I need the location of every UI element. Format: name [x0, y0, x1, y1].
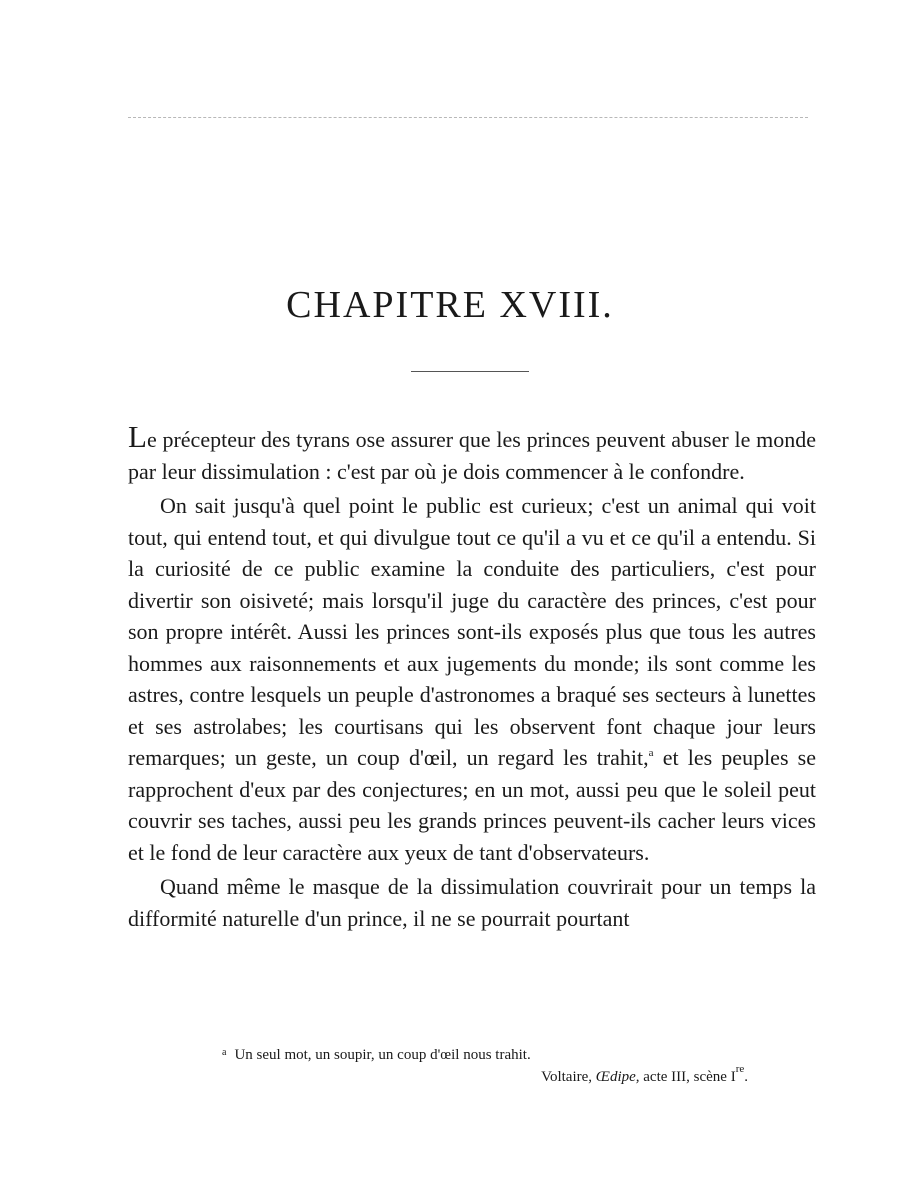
footnote-source: [222, 1063, 762, 1088]
drop-cap: L: [128, 419, 147, 454]
title-divider: [411, 371, 529, 372]
footnote-quote: Un seul mot, un soupir, un coup d'œil nous trahit.: [234, 1047, 531, 1063]
chapter-title: CHAPITRE XVIII.: [286, 284, 614, 326]
top-divider: [128, 117, 808, 118]
paragraph-1: [128, 419, 816, 487]
footnote-location: acte III, scène I: [643, 1069, 736, 1085]
paragraph-1-text: e précepteur des tyrans ose assurer que les princes peuvent abuser le monde par leur dissimulation : c'est par où je dois commencer à le confondre.: [128, 427, 816, 484]
paragraph-3: [128, 871, 816, 934]
footnote-mark: a: [222, 1047, 227, 1058]
paragraph-3-text: Quand même le masque de la dissimulation couvrirait pour un temps la difformité naturelle d'un prince, il ne se pourrait pourtant: [128, 874, 816, 931]
body-text: [128, 419, 816, 934]
paragraph-2-text-a: On sait jusqu'à quel point le public est curieux; c'est un animal qui voit tout, qui entend tout, et qui divulgue tout ce qu'il a vu et ce qu'il a entendu. Si la curiosité de ce public examine la conduite des particuliers, c'est pour divertir son oisiveté; mais lorsqu'il juge du caractère des princes, c'est pour son propre intérêt. Aussi les princes sont-ils exposés plus que tous les autres hommes aux raisonnements et aux jugements du monde; ils sont comme les astres, contre lesquels un peuple d'astronomes a braqué ses secteurs à lunettes et ses astrolabes; les courtisans qui les observent font chaque jour leurs remarques; un geste, un coup d'œil, un regard les trahit,: [128, 493, 816, 770]
footnote-quote-line: [222, 1042, 762, 1066]
footnote-location-sup: re: [735, 1063, 745, 1075]
footnote: [222, 1042, 762, 1088]
footnote-work: Œdipe,: [595, 1069, 640, 1085]
footnote-end: .: [744, 1069, 748, 1085]
paragraph-2: [128, 490, 816, 868]
paragraph-2-text-b: et les peuples se rapprochent d'eux par des conjectures; en un mot, aussi peu que le soleil peut couvrir ses taches, aussi peu les grands princes peuvent-ils cacher leurs vices et le fond de leur caractère aux yeux de tant d'observateurs.: [128, 745, 816, 865]
footnote-reference: a: [648, 747, 654, 759]
footnote-author: Voltaire,: [541, 1069, 593, 1085]
